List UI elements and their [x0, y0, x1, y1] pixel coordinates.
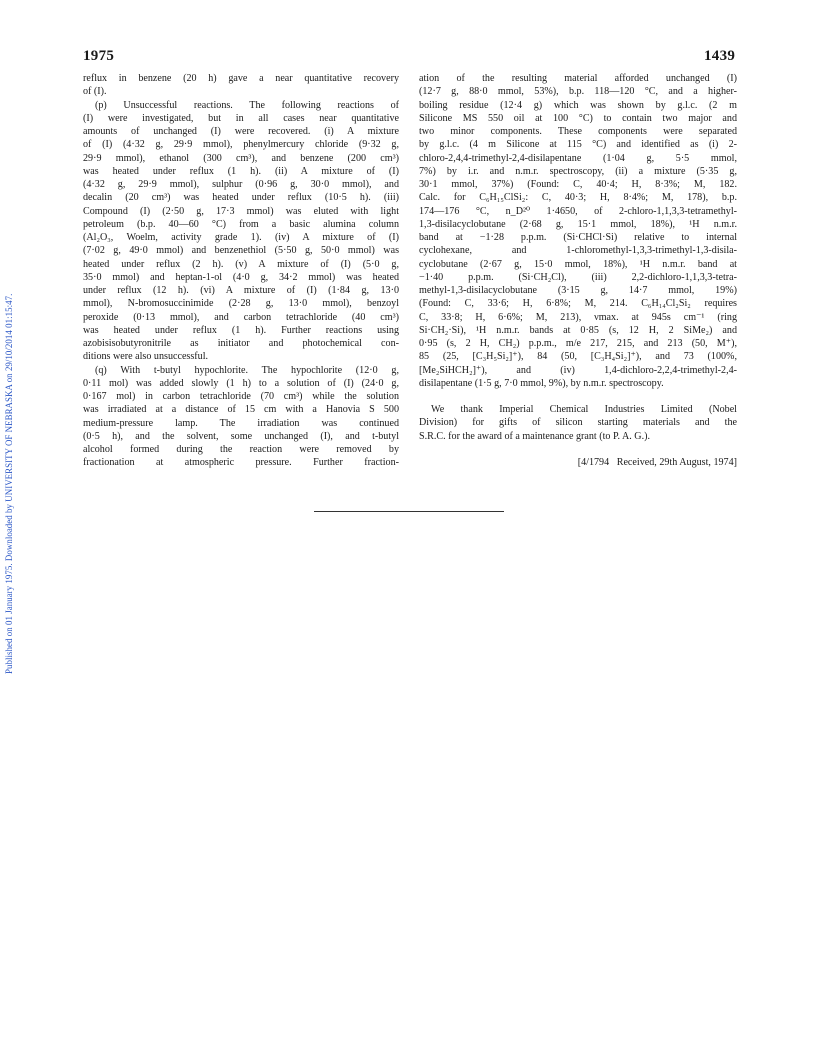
- right-column-line: 0·95 (s, 2 H, CH₂) p.p.m., m/e 217, 215, and 213 (50, M⁺),: [419, 338, 737, 349]
- left-column-line: heated under reflux (2 h). (v) A mixture of (I) (5·0 g,: [83, 258, 399, 270]
- right-column-line: two minor components. These components were separated: [419, 126, 737, 137]
- left-column-line: 0·167 mol) in carbon tetrachloride (70 cm³) while the solution: [83, 391, 399, 402]
- right-column-line: We thank Imperial Chemical Industries Limited (Nobel: [431, 404, 737, 415]
- left-column-line: peroxide (0·13 mmol), and carbon tetrachloride (40 cm³): [83, 311, 399, 323]
- left-column-line: (0·5 h), and the solvent, some unchanged (I), and t-butyl: [83, 430, 399, 442]
- left-column-line: (p) Unsuccessful reactions. The following reactions of: [95, 99, 399, 111]
- right-column-line: 174—176 °C, n_D²⁰ 1·4650, of 2-chloro-1,1,3,3-tetramethyl-: [419, 205, 737, 217]
- right-column-line: by g.l.c. (4 m Silicone at 115 °C) and identified as (i) 2-: [419, 139, 737, 151]
- page-number: 1439: [704, 48, 736, 64]
- left-column-line: 0·11 mol) was added slowly (1 h) to a solution of (I) (24·0 g,: [83, 377, 399, 389]
- left-column-line: medium-pressure lamp. The irradiation was continued: [83, 417, 399, 429]
- left-column-line: Compound (I) (2·50 g, 17·3 mmol) was eluted with light: [83, 205, 399, 217]
- right-column: [419, 72, 737, 469]
- left-column-line: petroleum (b.p. 40—60 °C) from a basic alumina column: [83, 218, 399, 230]
- right-column-line: cyclobutane (2·67 g, 15·0 mmol, 18%), ¹H n.m.r. band at: [419, 258, 737, 270]
- left-column-line: of (I).: [83, 86, 107, 98]
- left-column-line: azobisisobutyronitrile as initiator and photochemical con-: [83, 338, 399, 349]
- right-column-line: [Me₂SiHCH₂]⁺), and (iv) 1,4-dichloro-2,2,4-trimethyl-2,4-: [419, 364, 737, 376]
- left-column-line: of (I) (4·32 g, 29·9 mmol), phenylmercury chloride (9·32 g,: [83, 139, 399, 151]
- left-column-line: (7·02 g, 49·0 mmol) and benzenethiol (5·50 g, 50·0 mmol) was: [83, 245, 399, 257]
- left-column-line: fractionation at atmospheric pressure. Further fraction-: [83, 457, 399, 469]
- right-column-line: [419, 390, 737, 403]
- received-date: [4/1794 Received, 29th August, 1974]: [577, 456, 737, 468]
- right-column-line: S.R.C. for the award of a maintenance grant (to P. A. G.).: [419, 430, 650, 442]
- right-column-line: (12·7 g, 88·0 mmol, 53%), b.p. 118—120 °C, and a higher-: [419, 86, 737, 98]
- right-column-line: 7%) by i.r. and n.m.r. spectroscopy, (ii) a mixture (5·35 g,: [419, 165, 737, 177]
- right-column-line: [419, 443, 737, 456]
- right-column-line: chloro-2,4,4-trimethyl-2,4-disilapentane (1·04 g, 5·5 mmol,: [419, 152, 737, 164]
- right-column-line: 30·1 mmol, 37%) (Found: C, 40·4; H, 8·3%; M, 182.: [419, 179, 737, 190]
- left-column: [83, 72, 399, 470]
- left-column-line: mmol), N-bromosuccinimide (2·28 g, 13·0 mmol), benzoyl: [83, 298, 399, 310]
- journal-year: 1975: [83, 48, 115, 64]
- left-column-line: reflux in benzene (20 h) gave a near quantitative recovery: [83, 73, 399, 84]
- left-column-line: (I) were investigated, but in all cases near quantitative: [83, 112, 399, 124]
- left-column-line: amounts of unchanged (I) were recovered. (i) A mixture: [83, 126, 399, 137]
- right-column-line: C, 33·8; H, 6·6%; M, 213), νmax. at 945s cm⁻¹ (ring: [419, 311, 737, 323]
- right-column-line: disilapentane (1·5 g, 7·0 mmol, 9%), by n.m.r. spectroscopy.: [419, 377, 664, 389]
- left-column-line: (4·32 g, 29·9 mmol), sulphur (0·96 g, 30·0 mmol), and: [83, 179, 399, 190]
- right-column-line: boiling residue (12·4 g) which was shown by g.l.c. (2 m: [419, 99, 737, 111]
- left-column-line: was heated under reflux (1 h). Further reactions using: [83, 324, 399, 336]
- left-column-line: 29·9 mmol), ethanol (300 cm³), and benzene (200 cm³): [83, 152, 399, 164]
- left-column-line: ditions were also unsuccessful.: [83, 351, 209, 363]
- download-note: Published on 01 January 1975. Downloaded by UNIVERSITY OF NEBRASKA on 29/10/2014 01:15:47.: [4, 293, 14, 674]
- download-watermark: [2, 60, 16, 674]
- right-column-line: Calc. for C₆H₁₅ClSi₂: C, 40·3; H, 8·4%; M, 178), b.p.: [419, 192, 737, 204]
- left-column-line: under reflux (12 h). (vi) A mixture of (I) (1·84 g, 13·0: [83, 285, 399, 296]
- left-column-line: alcohol formed during the reaction were removed by: [83, 444, 399, 455]
- right-column-line: cyclohexane, and 1-chloromethyl-1,3,3-trimethyl-1,3-disila-: [419, 245, 737, 257]
- left-column-line: 35·0 mmol) and heptan-1-ol (4·0 g, 34·2 mmol) was heated: [83, 271, 399, 283]
- right-column-line: ation of the resulting material afforded unchanged (I): [419, 73, 737, 84]
- right-column-line: Silicone MS 550 oil at 100 °C) to contain two major and: [419, 112, 737, 124]
- left-column-line: (Al₂O₃, Woelm, activity grade 1). (iv) A mixture of (I): [83, 232, 399, 243]
- right-column-line: band at −1·28 p.p.m. (Si·CHCl·Si) relative to internal: [419, 232, 737, 243]
- right-column-line: (Found: C, 33·6; H, 6·8%; M, 214. C₆H₁₄Cl₂Si₂ requires: [419, 298, 737, 310]
- right-column-line: 85 (25, [C₃H₅Si₂]⁺), 84 (50, [C₃H₄Si₂]⁺), and 73 (100%,: [419, 351, 737, 363]
- right-column-line: −1·40 p.p.m. (Si·CH₂Cl), (iii) 2,2-dichloro-1,1,3,3-tetra-: [419, 271, 737, 283]
- left-column-line: was irradiated at a distance of 15 cm with a Hanovia S 500: [83, 404, 399, 416]
- left-column-line: was heated under reflux (1 h). (ii) A mixture of (I): [83, 165, 399, 177]
- left-column-line: decalin (20 cm³) was heated under reflux (10·5 h). (iii): [83, 192, 399, 204]
- right-column-line: Division) for gifts of silicon starting materials and the: [419, 417, 737, 429]
- end-rule: [314, 511, 504, 512]
- right-column-line: 1,3-disilacyclobutane (2·68 g, 15·1 mmol, 18%), ¹H n.m.r.: [419, 218, 737, 230]
- right-column-line: Si·CH₂·Si), ¹H n.m.r. bands at 0·85 (s, 12 H, 2 SiMe₂) and: [419, 324, 737, 336]
- left-column-line: (q) With t-butyl hypochlorite. The hypochlorite (12·0 g,: [95, 364, 399, 376]
- right-column-line: methyl-1,3-disilacyclobutane (3·15 g, 14·7 mmol, 19%): [419, 285, 737, 296]
